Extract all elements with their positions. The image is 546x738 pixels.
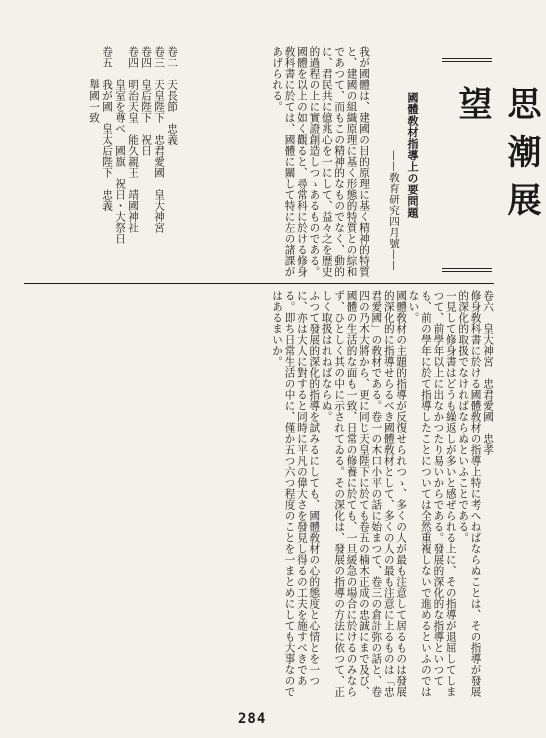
title-bottom-rule (442, 268, 492, 272)
lesson-list (48, 46, 178, 278)
column-title-box (442, 58, 541, 273)
section-divider (24, 283, 494, 284)
lesson-list-text: 卷二 天長節 忠義 卷三 天皇陛下 忠君愛國 皇大神宮 卷四 皇后陛下 祝日 卷四 明治天皇 能久親王 靖國神社 皇室を尊べ 國旗 祝日・大祭日 卷五 我が國 皇太后陛下 忠義 舉國一致 (88, 46, 178, 244)
column-title: 思潮展望 (452, 86, 541, 230)
title-top-rule (442, 58, 492, 62)
article-body-bottom: 卷六 皇大神宮 忠君愛國 忠孝 修身敎科書に於ける國體敎材の指導上特に考へねばならぬことは、その指導が發展的深化的取扱でなければならぬといふことである。 一見して修身書はどうも繰返しが多いと感ぜられる上に、その指導が退屈してしまつて、前學年以上に出なかつたり易いからである。發展的深化的な指導といつても、前の學年に於て指導したことについては全然重複しないで進めるといふのではない。 國體敎材の主題的指導が反復せられつゝ、多くの人が最も注意して居るものは發展的深化的に指導せらるべき國體敎材として、多くの人の最も注意に上るものは「忠君愛國」の敎材である。卷一の木口小平の話に始まつて、卷三の倉計弥の話と、卷四の乃木大將から、更に同じ天皇陛下に於ても卷五の楠木正成の忠誠にまで及び、國體の生活的な面も一致、日常の修養に於ても、一旦緩急の場合に於けるのみならず、ひとしく其の中に示されてゐる。その深化は、發展の指導の方法に依つて、正しく取扱はれねばならぬ。 ふつて發展的深化的指導を試みるにしても、國體敎材の心的態度と心情とを一つに、亦は大人に對すると同時に平凡の偉大さを發見し得るの工夫を施すべきである。即ち日常生活の中に、僅か五つ六つ程度のことを一まとめにしても大事なのではあるまいか。 (271, 290, 494, 697)
page-number: 284 (238, 711, 267, 727)
article-body-top: 我が國體は、建國の目的原理に基く精神的特質と、建國の組織原理に基く形態的特質との綜和であつて、而もこの精神的なものでなく、動的に、君民共に億兆心を一にして、益々之を歴史的過程の上に實證創造しつゝあるものである。 國體を以上の如く觀ると、尋常科に於ける修身敎科書に於ては、國體に關して特に左の諸課があげられる。 (271, 46, 370, 277)
article-heading: 國體敎材指導上の要問題 (406, 92, 419, 219)
article-source: ——敎育研究四月號—— (388, 150, 400, 271)
